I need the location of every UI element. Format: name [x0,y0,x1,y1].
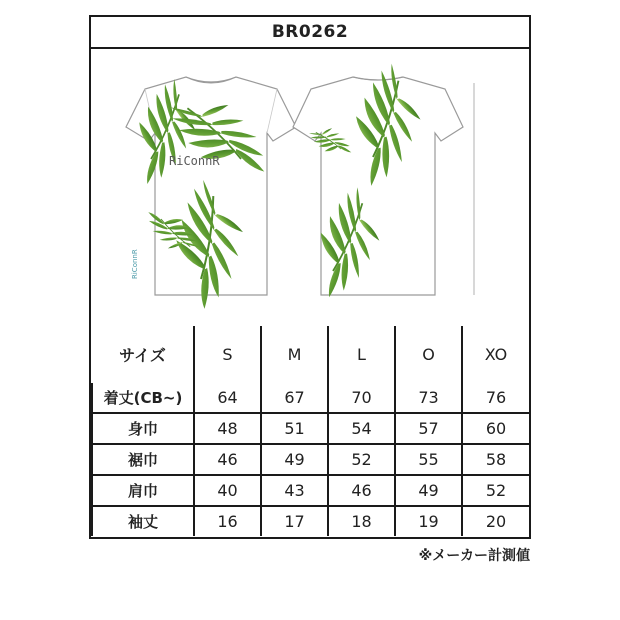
table-cell: 76 [462,383,529,413]
table-cell: 73 [395,383,462,413]
table-cell: 46 [194,444,261,475]
table-cell: 52 [462,475,529,506]
product-code: BR0262 [271,22,349,42]
table-cell: 58 [462,444,529,475]
table-row [92,475,529,506]
table-cell: 17 [261,506,328,536]
table-row [92,506,529,536]
product-code-title [91,17,529,49]
table-cell: 40 [194,475,261,506]
row-label-sleeve-length: 袖丈 [92,506,194,536]
row-label-hem-width: 裾巾 [92,444,194,475]
table-cell: 49 [395,475,462,506]
table-cell: 46 [328,475,395,506]
size-table [91,326,529,536]
table-cell: 49 [261,444,328,475]
print-text: RiConnR [169,154,220,168]
table-cell: 64 [194,383,261,413]
size-column-header: L [328,326,395,383]
row-label-body-width: 身巾 [92,413,194,444]
table-cell: 43 [261,475,328,506]
row-label-shoulder-width: 肩巾 [92,475,194,506]
table-cell: 60 [462,413,529,444]
table-cell: 55 [395,444,462,475]
row-label-length: 着丈(CB~) [92,383,194,413]
size-column-header: S [194,326,261,383]
table-cell: 20 [462,506,529,536]
product-frame [89,15,531,539]
table-cell: 70 [328,383,395,413]
table-cell: 16 [194,506,261,536]
size-column-header: O [395,326,462,383]
table-cell: 19 [395,506,462,536]
size-column-header: XO [462,326,529,383]
table-cell: 57 [395,413,462,444]
tshirt-back [285,62,474,301]
measurement-note: ※メーカー計測値 [418,548,530,564]
table-cell: 51 [261,413,328,444]
table-cell: 18 [328,506,395,536]
tshirt-illustration [91,49,529,326]
side-print-text: RiConnR [131,249,139,279]
size-header-row [92,326,529,383]
size-header-label: サイズ [92,326,194,383]
table-cell: 54 [328,413,395,444]
table-cell: 52 [328,444,395,475]
table-row [92,413,529,444]
table-cell: 48 [194,413,261,444]
table-row [92,444,529,475]
size-column-header: M [261,326,328,383]
tshirt-front [105,77,296,312]
table-row [92,383,529,413]
table-cell: 67 [261,383,328,413]
